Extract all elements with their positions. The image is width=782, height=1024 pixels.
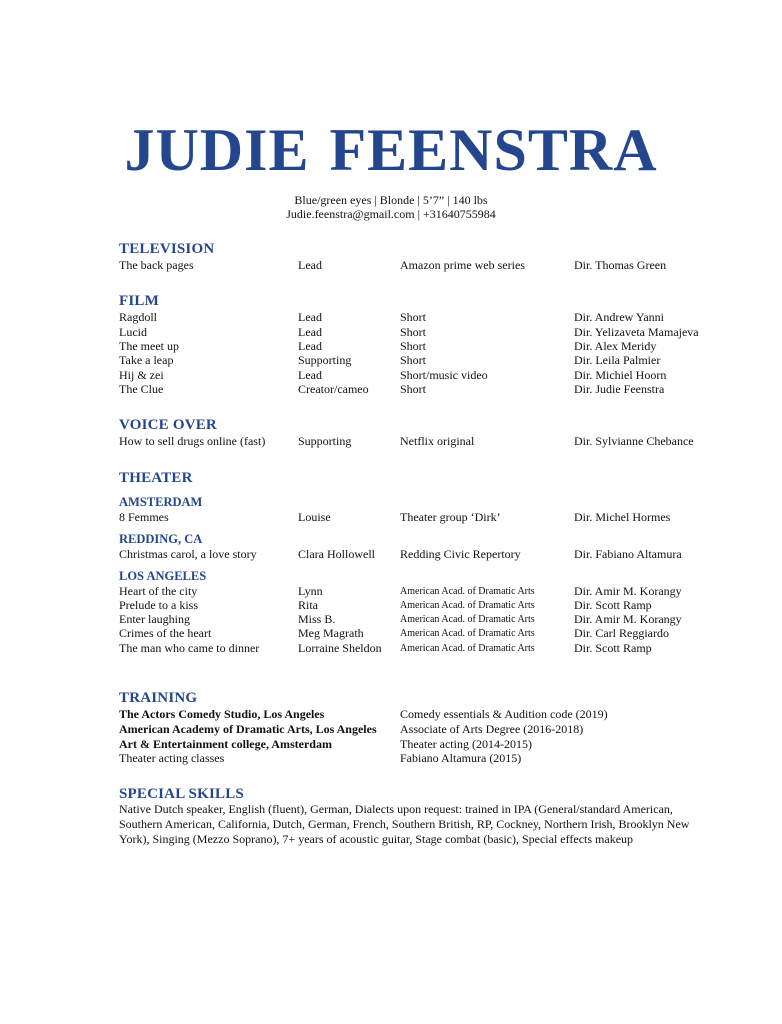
credit-title: Enter laughing [119, 612, 190, 626]
film-row [0, 353, 782, 368]
physical-details: Blue/green eyes | Blonde | 5’7” | 140 lbs [294, 193, 488, 207]
credit-title: Heart of the city [119, 584, 198, 598]
credit-production: American Acad. of Dramatic Arts [400, 600, 535, 611]
first-name: JUDIE [124, 117, 310, 183]
credit-role: Lorraine Sheldon [298, 641, 382, 655]
television-row [0, 258, 782, 273]
credit-role: Lead [298, 339, 322, 353]
special-skills-text: Native Dutch speaker, English (fluent), German, Dialects upon request: trained in IPA (General/standard American, Southern American, California, Dutch, German, French, Southern British, RP, Cockney, Northern Irish, Brooklyn New York), Singing (Mezzo Soprano), 7+ years of acoustic guitar, Stage combat (basic), Special effects makeup [119, 802, 690, 846]
credit-role: Supporting [298, 434, 352, 448]
credit-production: Short [400, 353, 427, 367]
credit-director: Dir. Judie Feenstra [574, 382, 665, 396]
credit-role: Supporting [298, 353, 352, 367]
training-school: Theater acting classes [119, 751, 225, 765]
credit-director: Dir. Yelizaveta Mamajeva [574, 325, 699, 339]
theater-heading: THEATER [119, 470, 193, 486]
television-heading: TELEVISION [119, 241, 215, 257]
credit-director: Dir. Michiel Hoorn [574, 368, 667, 382]
training-school: American Academy of Dramatic Arts, Los Angeles [119, 722, 377, 736]
contact-info: Judie.feenstra@gmail.com | +31640755984 [286, 207, 496, 221]
theater-row [0, 510, 782, 525]
credit-director: Dir. Sylvianne Chebance [574, 434, 694, 448]
credit-role: Meg Magrath [298, 626, 364, 640]
training-row [0, 722, 782, 737]
credit-title: Take a leap [119, 353, 174, 367]
credit-director: Dir. Leila Palmier [574, 353, 661, 367]
film-row [0, 310, 782, 325]
training-course: Fabiano Altamura (2015) [400, 751, 522, 765]
actor-name [0, 118, 782, 182]
credit-director: Dir. Thomas Green [574, 258, 667, 272]
film-row [0, 339, 782, 354]
training-course: Associate of Arts Degree (2016-2018) [400, 722, 584, 736]
credit-role: Rita [298, 598, 318, 612]
voice-over-row [0, 434, 782, 449]
credit-title: The Clue [119, 382, 164, 396]
training-heading: TRAINING [119, 690, 198, 706]
credit-title: The back pages [119, 258, 194, 272]
credit-role: Lynn [298, 584, 323, 598]
credit-role: Lead [298, 325, 322, 339]
credit-director: Dir. Scott Ramp [574, 641, 652, 655]
credit-director: Dir. Michel Hormes [574, 510, 671, 524]
credit-production: Short [400, 382, 427, 396]
credit-title: 8 Femmes [119, 510, 169, 524]
theater-row [0, 598, 782, 613]
training-course: Comedy essentials & Audition code (2019) [400, 707, 608, 721]
credit-director: Dir. Scott Ramp [574, 598, 652, 612]
los-angeles-heading: LOS ANGELES [119, 569, 207, 583]
training-row [0, 707, 782, 722]
credit-production: Theater group ‘Dirk’ [400, 510, 501, 524]
credit-director: Dir. Carl Reggiardo [574, 626, 669, 640]
credit-role: Louise [298, 510, 331, 524]
credit-role: Lead [298, 258, 322, 272]
credit-role: Creator/cameo [298, 382, 369, 396]
credit-production: Amazon prime web series [400, 258, 525, 272]
credit-director: Dir. Fabiano Altamura [574, 547, 682, 561]
credit-production: Netflix original [400, 434, 475, 448]
credit-title: Hij & zei [119, 368, 164, 382]
theater-row [0, 626, 782, 641]
voice-over-heading: VOICE OVER [119, 417, 217, 433]
theater-row [0, 612, 782, 627]
redding-heading: REDDING, CA [119, 532, 203, 546]
credit-title: Lucid [119, 325, 147, 339]
credit-title: Christmas carol, a love story [119, 547, 257, 561]
training-row [0, 737, 782, 752]
credit-role: Miss B. [298, 612, 336, 626]
credit-production: American Acad. of Dramatic Arts [400, 643, 535, 654]
credit-production: American Acad. of Dramatic Arts [400, 628, 535, 639]
credit-director: Dir. Amir M. Korangy [574, 612, 682, 626]
amsterdam-heading: AMSTERDAM [119, 495, 203, 509]
credit-role: Lead [298, 310, 322, 324]
credit-production: Short [400, 325, 427, 339]
film-heading: FILM [119, 293, 159, 309]
credit-title: Ragdoll [119, 310, 157, 324]
credit-production: American Acad. of Dramatic Arts [400, 614, 535, 625]
special-skills-heading: SPECIAL SKILLS [119, 786, 244, 802]
credit-title: How to sell drugs online (fast) [119, 434, 266, 448]
credit-production: Short [400, 339, 427, 353]
credit-role: Lead [298, 368, 322, 382]
credit-title: Prelude to a kiss [119, 598, 198, 612]
theater-row [0, 547, 782, 562]
credit-production: American Acad. of Dramatic Arts [400, 586, 535, 597]
credit-title: Crimes of the heart [119, 626, 212, 640]
training-school: Art & Entertainment college, Amsterdam [119, 737, 332, 751]
credit-director: Dir. Andrew Yanni [574, 310, 665, 324]
credit-title: The meet up [119, 339, 179, 353]
credit-director: Dir. Alex Meridy [574, 339, 657, 353]
last-name: FEENSTRA [329, 117, 658, 183]
training-school: The Actors Comedy Studio, Los Angeles [119, 707, 325, 721]
credit-role: Clara Hollowell [298, 547, 375, 561]
theater-row [0, 641, 782, 656]
training-course: Theater acting (2014-2015) [400, 737, 532, 751]
credit-director: Dir. Amir M. Korangy [574, 584, 682, 598]
theater-row [0, 584, 782, 599]
training-row [0, 751, 782, 766]
film-row [0, 382, 782, 397]
film-row [0, 325, 782, 340]
credit-production: Redding Civic Repertory [400, 547, 521, 561]
credit-production: Short [400, 310, 427, 324]
credit-title: The man who came to dinner [119, 641, 260, 655]
credit-production: Short/music video [400, 368, 488, 382]
film-row [0, 368, 782, 383]
